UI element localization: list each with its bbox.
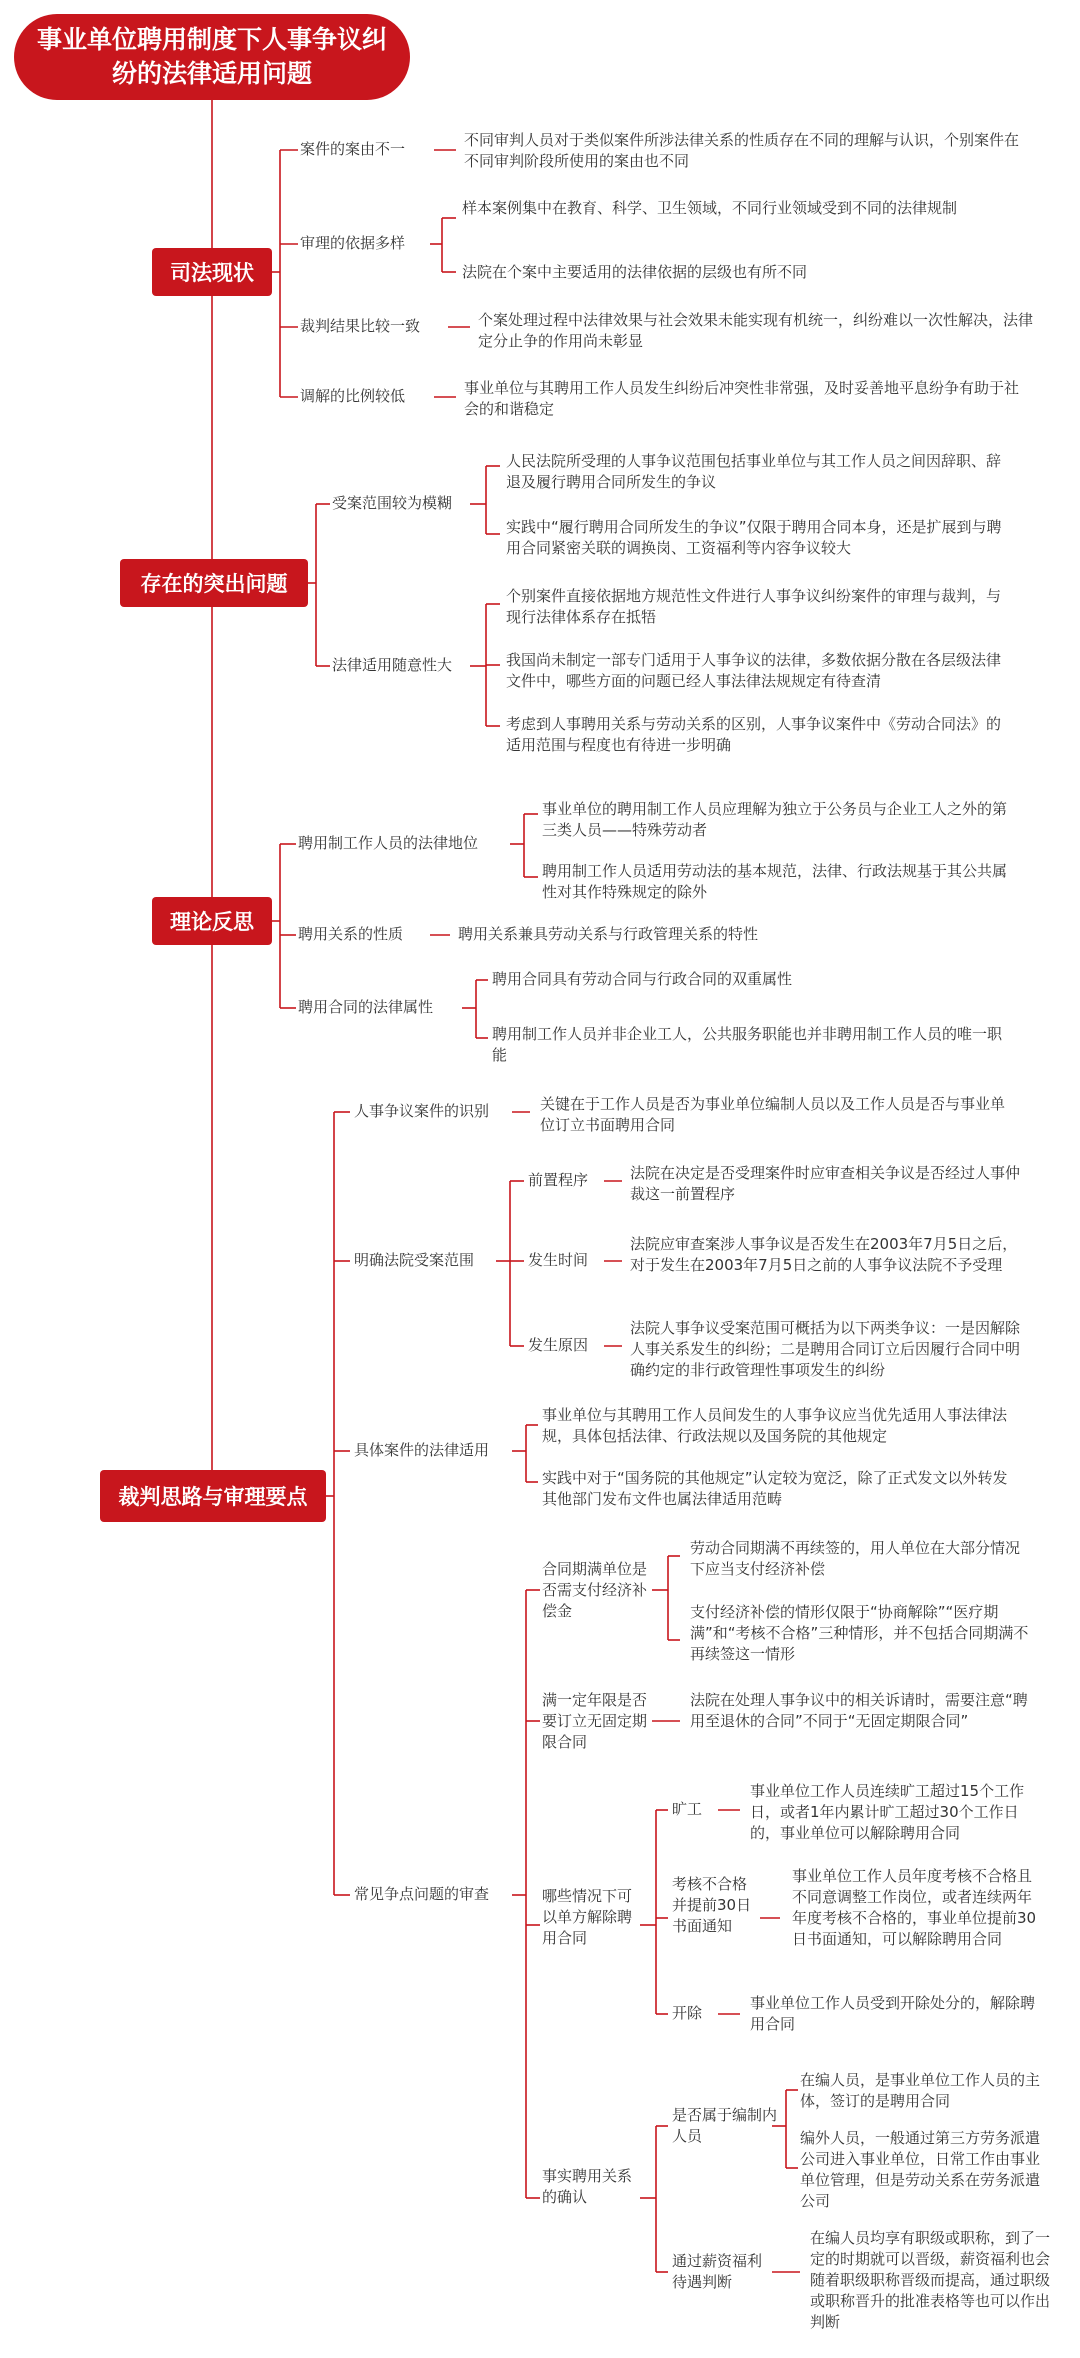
leaf-text: 事业单位与其聘用工作人员发生纠纷后冲突性非常强，及时妥善地平息纷争有助于社会的和谐稳定	[464, 379, 1020, 418]
leaf-text: 事业单位工作人员受到开除处分的，解除聘用合同	[750, 1994, 1036, 2033]
leaf-text: 在编人员，是事业单位工作人员的主体，签订的是聘用合同	[800, 2071, 1041, 2110]
leaf-text: 人民法院所受理的人事争议范围包括事业单位与其工作人员之间因辞职、辞退及履行聘用合同所发生的争议	[506, 452, 1002, 491]
branch-label: 案件的案由不一	[300, 140, 406, 158]
sub-branch-label: 哪些情况下可以单方解除聘用合同	[542, 1887, 633, 1947]
sub-branch-label: 发生原因	[528, 1336, 589, 1354]
leaf-text: 劳动合同期满不再续签的，用人单位在大部分情况下应当支付经济补偿	[690, 1539, 1021, 1578]
leaf-text: 聘用关系兼具劳动关系与行政管理关系的特性	[458, 925, 759, 943]
leaf-text: 事业单位工作人员年度考核不合格且不同意调整工作岗位，或者连续两年年度考核不合格的，事业单位提前30日书面通知，可以解除聘用合同	[792, 1867, 1037, 1948]
leaf-text: 我国尚未制定一部专门适用于人事争议的法律，多数依据分散在各层级法律文件中，哪些方面的问题已经人事法律法规规定有待查清	[506, 651, 1002, 690]
branch-label: 裁判结果比较一致	[300, 317, 421, 335]
leaf-text: 法院应审查案涉人事争议是否发生在2003年7月5日之后，对于发生在2003年7月5日之前的人事争议法院不予受理	[630, 1235, 1018, 1274]
sub-branch-label: 事实聘用关系的确认	[542, 2167, 633, 2206]
leaf-text: 聘用制工作人员适用劳动法的基本规范，法律、行政法规基于其公共属性对其作特殊规定的除外	[542, 862, 1008, 901]
leaf-text: 在编人员均享有职级或职称，到了一定的时期就可以晋级，薪资福利也会随着职级职称晋级而提高，通过职级或职称晋升的批准表格等也可以作出判断	[810, 2229, 1051, 2331]
branch-label: 具体案件的法律适用	[354, 1441, 490, 1459]
leaf-text: 事业单位工作人员连续旷工超过15个工作日，或者1年内累计旷工超过30个工作日的，事业单位可以解除聘用合同	[750, 1782, 1025, 1842]
branch-label: 法律适用随意性大	[332, 656, 453, 674]
leaf-text: 法院在决定是否受理案件时应审查相关争议是否经过人事仲裁这一前置程序	[630, 1164, 1021, 1203]
branch-label: 聘用制工作人员的法律地位	[298, 834, 479, 852]
branch-label: 审理的依据多样	[300, 234, 406, 252]
leaf-text: 事业单位与其聘用工作人员间发生的人事争议应当优先适用人事法律法规，具体包括法律、行政法规以及国务院的其他规定	[542, 1406, 1008, 1445]
leaf-text: 法院在处理人事争议中的相关诉请时，需要注意“聘用至退休的合同”不同于“无固定期限合同”	[690, 1691, 1028, 1730]
sub-branch-label: 合同期满单位是否需支付经济补偿金	[542, 1560, 648, 1620]
sub-branch-label: 发生时间	[528, 1251, 589, 1269]
leaf-text: 实践中对于“国务院的其他规定”认定较为宽泛，除了正式发文以外转发其他部门发布文件也属法律适用范畴	[542, 1469, 1008, 1508]
sub-branch-label: 满一定年限是否要订立无固定期限合同	[542, 1691, 648, 1751]
leaf-text: 编外人员，一般通过第三方劳务派遣公司进入事业单位，日常工作由事业单位管理，但是劳动关系在劳务派遣公司	[800, 2129, 1041, 2210]
leaf-text: 事业单位的聘用制工作人员应理解为独立于公务员与企业工人之外的第三类人员——特殊劳动者	[542, 800, 1008, 839]
leaf-text: 关键在于工作人员是否为事业单位编制人员以及工作人员是否与事业单位订立书面聘用合同	[540, 1095, 1006, 1134]
sub-sub-branch-label: 通过薪资福利待遇判断	[672, 2252, 763, 2291]
leaf-text: 个案处理过程中法律效果与社会效果未能实现有机统一，纠纷难以一次性解决，法律定分止争的作用尚未彰显	[478, 311, 1034, 350]
leaf-text: 支付经济补偿的情形仅限于“协商解除”“医疗期满”和“考核不合格”三种情形，并不包括合同期满不再续签这一情形	[690, 1603, 1029, 1663]
branch-label: 人事争议案件的识别	[354, 1102, 490, 1120]
branch-label: 调解的比例较低	[300, 387, 406, 405]
leaf-text: 法院人事争议受案范围可概括为以下两类争议：一是因解除人事关系发生的纠纷；二是聘用合同订立后因履行合同中明确约定的非行政管理性事项发生的纠纷	[630, 1319, 1021, 1379]
leaf-text: 法院在个案中主要适用的法律依据的层级也有所不同	[462, 263, 808, 281]
leaf-text: 样本案例集中在教育、科学、卫生领域，不同行业领域受到不同的法律规制	[462, 199, 958, 217]
sub-sub-branch-label: 旷工	[672, 1800, 703, 1818]
leaf-text: 考虑到人事聘用关系与劳动关系的区别，人事争议案件中《劳动合同法》的适用范围与程度也有待进一步明确	[506, 715, 1002, 754]
sub-branch-label: 前置程序	[528, 1171, 589, 1189]
section-prominent-issues: 存在的突出问题	[120, 559, 308, 607]
page-title: 事业单位聘用制度下人事争议纠纷的法律适用问题	[14, 14, 410, 100]
branch-label: 常见争点问题的审查	[354, 1885, 490, 1903]
section-judicial-status: 司法现状	[152, 248, 272, 296]
branch-label: 聘用合同的法律属性	[298, 998, 434, 1016]
sub-sub-branch-label: 考核不合格并提前30日书面通知	[672, 1875, 752, 1935]
leaf-text: 不同审判人员对于类似案件所涉法律关系的性质存在不同的理解与认识，个别案件在不同审判阶段所使用的案由也不同	[464, 131, 1020, 170]
leaf-text: 个别案件直接依据地方规范性文件进行人事争议纠纷案件的审理与裁判，与现行法律体系存在抵牾	[506, 587, 1002, 626]
branch-label: 聘用关系的性质	[298, 925, 404, 943]
section-adjudication-approach: 裁判思路与审理要点	[100, 1470, 326, 1522]
sub-sub-branch-label: 是否属于编制内人员	[672, 2106, 778, 2145]
section-theoretical-reflection: 理论反思	[152, 897, 272, 945]
leaf-text: 聘用合同具有劳动合同与行政合同的双重属性	[492, 970, 793, 988]
branch-label: 明确法院受案范围	[354, 1251, 475, 1269]
leaf-text: 聘用制工作人员并非企业工人，公共服务职能也并非聘用制工作人员的唯一职能	[492, 1025, 1003, 1064]
leaf-text: 实践中“履行聘用合同所发生的争议”仅限于聘用合同本身，还是扩展到与聘用合同紧密关联的调换岗、工资福利等内容争议较大	[506, 518, 1002, 557]
branch-label: 受案范围较为模糊	[332, 494, 453, 512]
sub-sub-branch-label: 开除	[672, 2004, 703, 2022]
